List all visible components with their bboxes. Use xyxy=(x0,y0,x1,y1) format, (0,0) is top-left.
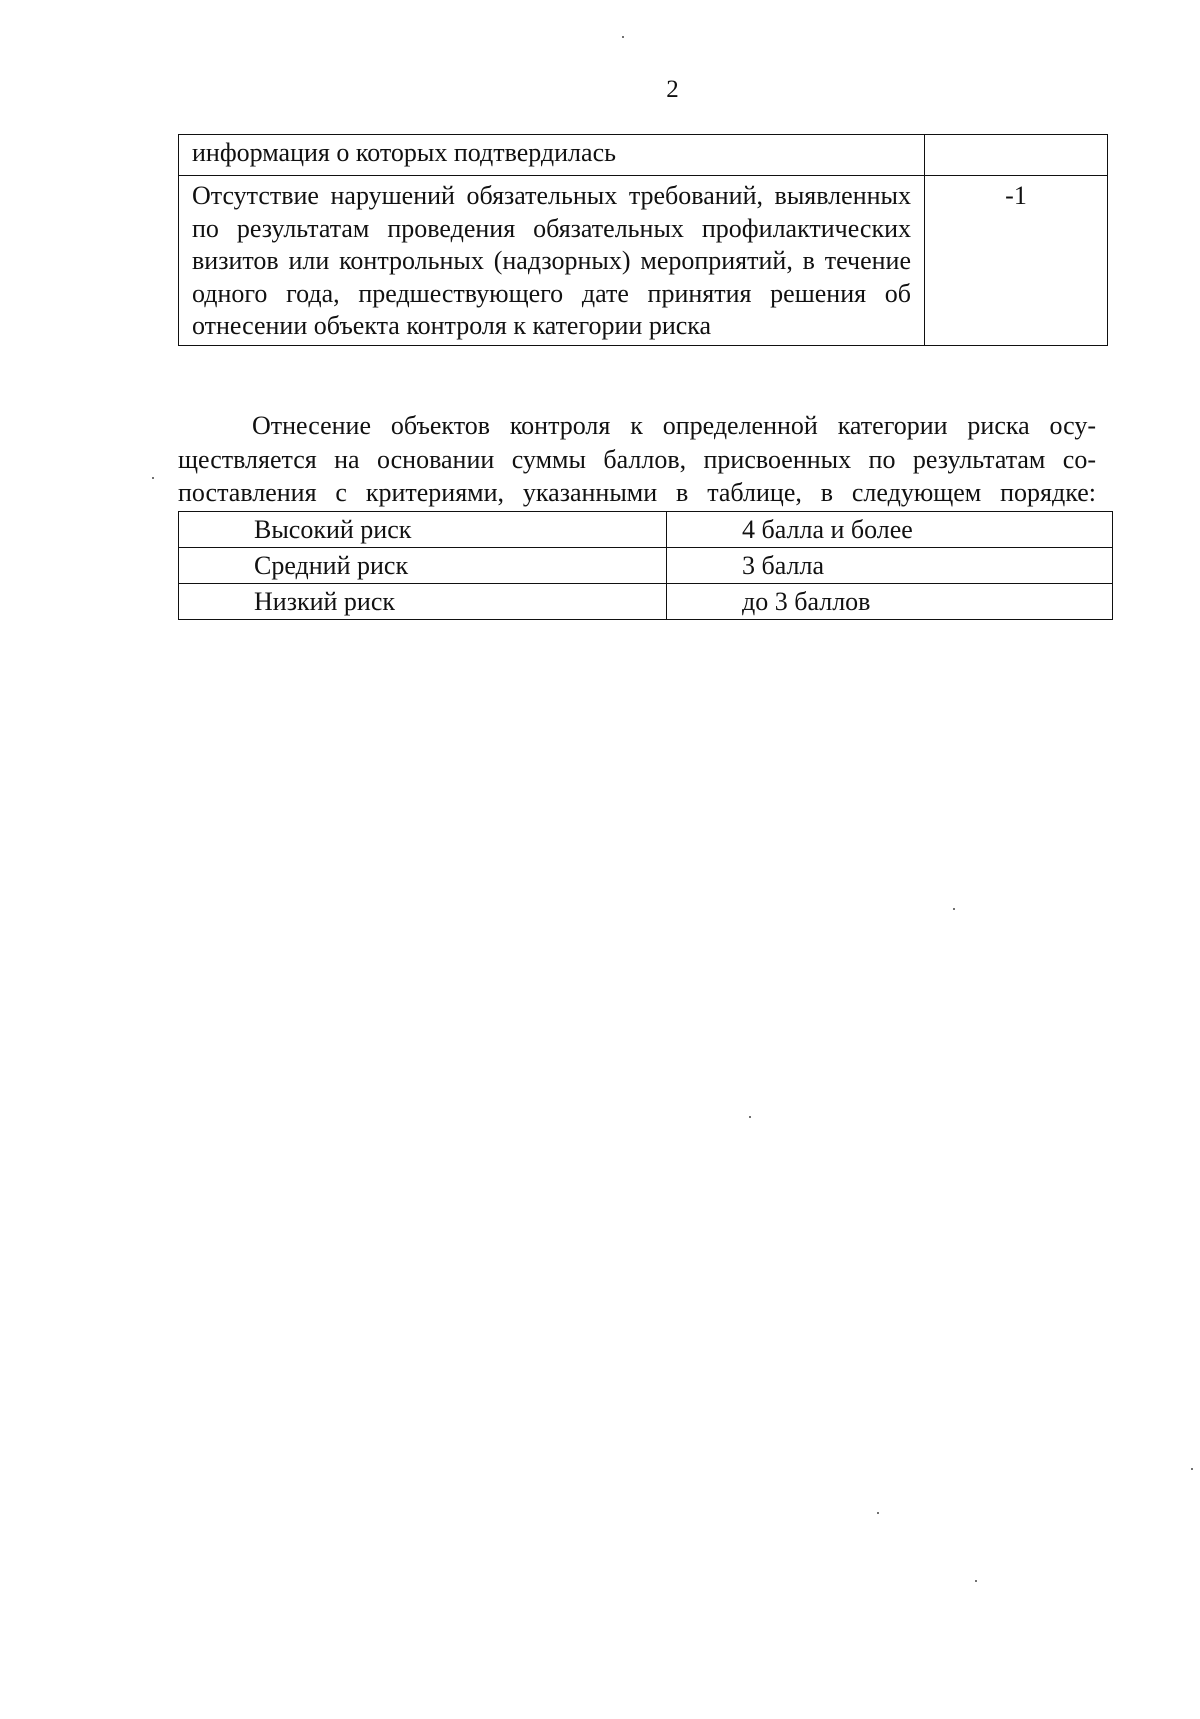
criterion-description: Отсутствие нарушений обязательных требований, выявленных по результатам проведения обязательных профилактических визитов или контрольных (надзорных) мероприятий, в течение одного года, предшествующего дате принятия решения об отнесении объекта контроля к категории риска xyxy=(179,176,925,346)
paragraph-line: ществляется на основании суммы баллов, присвоенных по результатам со- xyxy=(178,444,1096,474)
table-row xyxy=(179,548,1113,584)
scan-speck xyxy=(622,36,624,38)
scan-speck xyxy=(749,1116,751,1118)
paragraph-line: поставления с критериями, указанными в таблице, в следующем порядке: xyxy=(178,478,1096,507)
criterion-score: -1 xyxy=(925,176,1108,346)
criteria-table xyxy=(178,134,1108,346)
page-number: 2 xyxy=(666,76,679,103)
risk-category: Средний риск xyxy=(179,548,667,584)
risk-points: до 3 баллов xyxy=(667,584,1113,620)
risk-category-table xyxy=(178,511,1113,620)
paragraph-line: Отнесение объектов контроля к определенной категории риска осу- xyxy=(252,411,1096,440)
scan-speck xyxy=(877,1512,879,1514)
scan-speck xyxy=(1191,1468,1193,1470)
table-row xyxy=(179,584,1113,620)
scan-speck xyxy=(152,477,154,479)
table-row xyxy=(179,512,1113,548)
criterion-score xyxy=(925,135,1108,176)
risk-points: 3 балла xyxy=(667,548,1113,584)
body-paragraph xyxy=(178,409,1096,510)
risk-category: Низкий риск xyxy=(179,584,667,620)
scan-speck xyxy=(975,1580,977,1582)
criterion-description: информация о которых подтвердилась xyxy=(179,135,925,176)
table-row xyxy=(179,135,1108,176)
scan-speck xyxy=(953,908,955,910)
risk-category: Высокий риск xyxy=(179,512,667,548)
risk-points: 4 балла и более xyxy=(667,512,1113,548)
table-row xyxy=(179,176,1108,346)
